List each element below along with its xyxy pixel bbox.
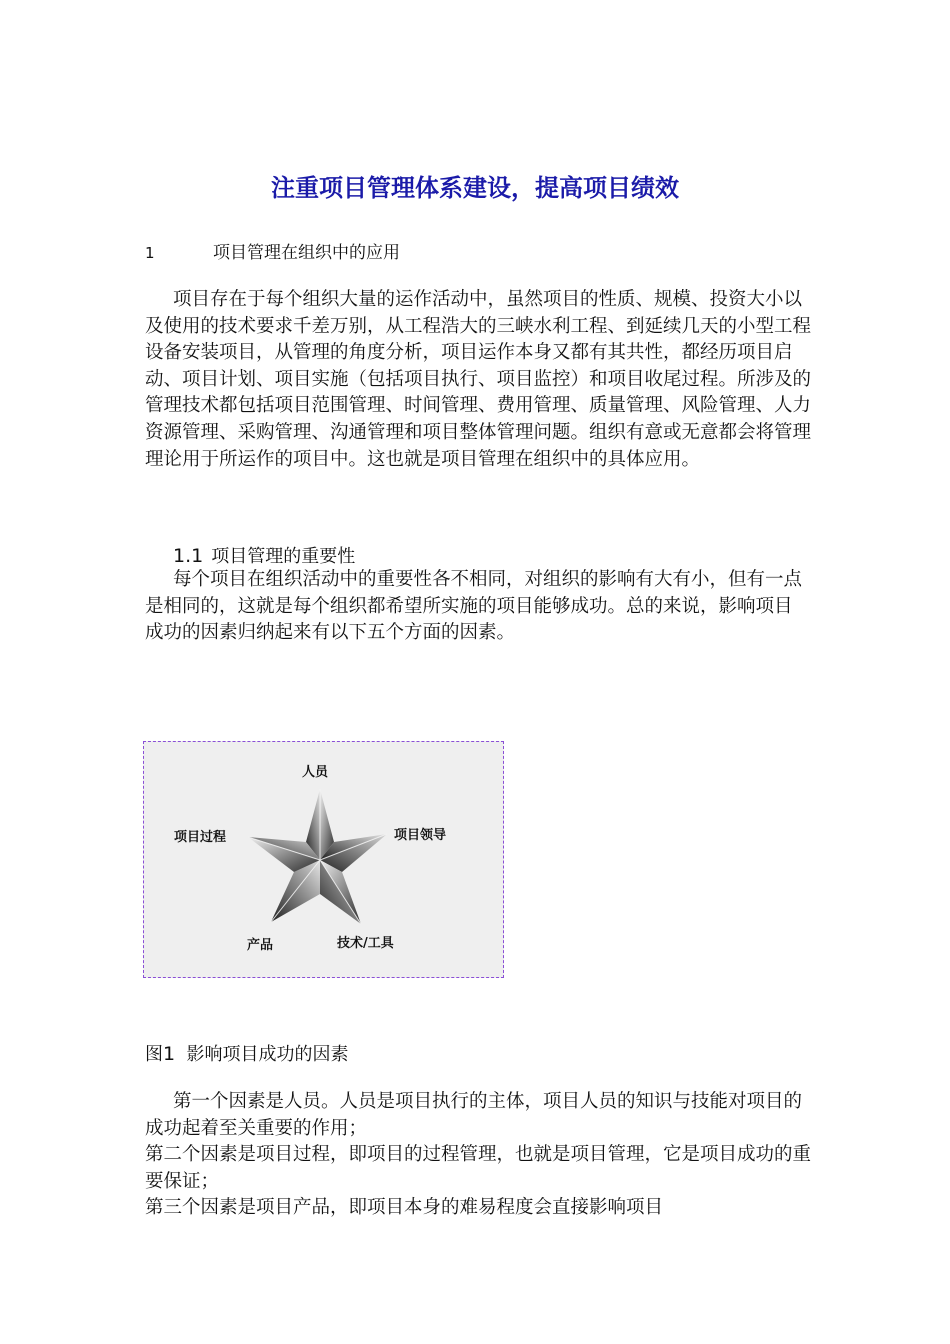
section-1-1-paragraph: 每个项目在组织活动中的重要性各不相同，对组织的影响有大有小，但有一点是相同的，这就是每个组织都希望所实施的项目能够成功。总的来说，影响项目成功的因素归纳起来有以下五个方面的因素。	[145, 569, 803, 644]
caption-prefix: 图	[145, 1044, 163, 1065]
document-title: 注重项目管理体系建设，提高项目绩效	[271, 174, 679, 202]
figure-caption	[145, 1040, 349, 1066]
star-icon	[248, 789, 387, 924]
label-project-leadership: 项目领导	[394, 828, 447, 843]
factors-paragraph: 第一个因素是人员。人员是项目执行的主体，项目人员的知识与技能对项目的成功起着至关重要的作用； 第二个因素是项目过程，即项目的过程管理，也就是项目管理，它是项目成功的重要保证； 第三个因素是项目产品，即项目本身的难易程度会直接影响项目	[145, 1091, 812, 1219]
caption-text: 影响项目成功的因素	[186, 1044, 349, 1065]
section-heading-1-1	[173, 542, 355, 568]
label-people: 人员	[302, 765, 329, 780]
section-heading-1	[145, 238, 400, 263]
label-project-process: 项目过程	[174, 830, 227, 845]
caption-number: 1	[163, 1043, 176, 1065]
success-factors-figure	[143, 741, 504, 978]
subsection-number: 1.1	[173, 545, 204, 567]
section-number: 1	[145, 244, 155, 262]
section-1-paragraph: 项目存在于每个组织大量的运作活动中，虽然项目的性质、规模、投资大小以及使用的技术要求千差万别，从工程浩大的三峡水利工程、到延续几天的小型工程设备安装项目，从管理的角度分析，项目运作本身又都有其共性，都经历项目启动、项目计划、项目实施（包括项目执行、项目监控）和项目收尾过程。所涉及的管理技术都包括项目范围管理、时间管理、费用管理、质量管理、风险管理、人力资源管理、采购管理、沟通管理和项目整体管理问题。组织有意或无意都会将管理理论用于所运作的项目中。这也就是项目管理在组织中的具体应用。	[145, 289, 812, 470]
section-title: 项目管理在组织中的应用	[213, 243, 400, 263]
subsection-title: 项目管理的重要性	[211, 546, 356, 567]
label-product: 产品	[247, 938, 274, 953]
label-technology-tools: 技术/工具	[337, 936, 394, 951]
